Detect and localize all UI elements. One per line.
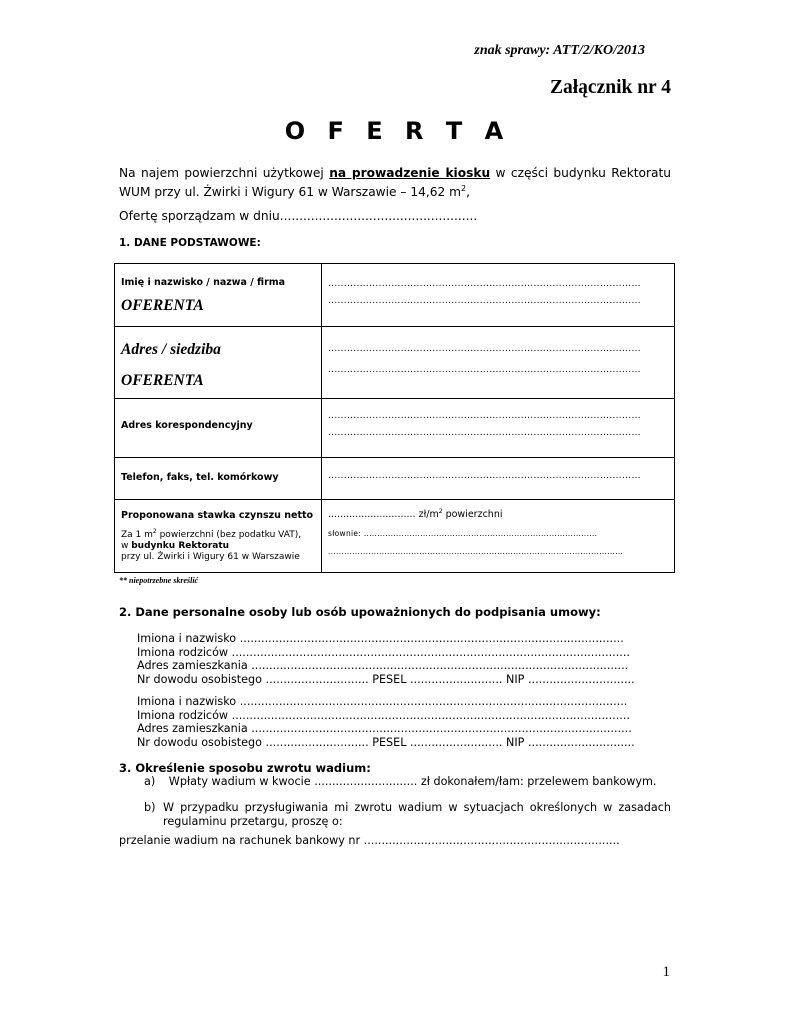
item-b-marker: b) — [144, 801, 156, 814]
bank-account-line[interactable]: przelanie wadium na rachunek bankowy nr ........................................................................ — [119, 834, 620, 847]
name-value-cell[interactable] — [322, 264, 675, 327]
rate-value-prefix: ............................. zł/m — [328, 509, 439, 521]
rate-value-sup: 2 — [438, 508, 443, 515]
annex-number: Załącznik nr 4 — [550, 77, 671, 98]
address-label-offerer: OFERENTA — [121, 372, 204, 389]
rate-note-3: przy ul. Żwirki i Wigury 61 w Warszawie — [121, 552, 300, 562]
address-label: Adres / siedziba — [121, 341, 221, 358]
section1-heading: 1. DANE PODSTAWOWE: — [119, 237, 261, 249]
offer-date-field[interactable]: Ofertę sporządzam w dniu................................................... — [119, 209, 478, 223]
rate-note-2a: w — [121, 541, 132, 551]
person1-address-line[interactable]: Adres zamieszkania .......................................................................................................... — [137, 659, 629, 673]
phone-line[interactable]: ................................................................................................... — [328, 471, 641, 481]
correspondence-line-2[interactable]: ................................................................................................... — [328, 428, 641, 438]
rate-note-sup: 2 — [152, 528, 157, 535]
section3-heading: 3. Określenie sposobu zwrotu wadium: — [119, 761, 371, 775]
section2-heading: 2. Dane personalne osoby lub osób upoważnionych do podpisania umowy: — [119, 605, 601, 619]
name-line-2[interactable]: ................................................................................................... — [328, 296, 641, 306]
rate-label: Proponowana stawka czynszu netto — [121, 510, 314, 521]
rate-note-2b: budynku Rektoratu — [131, 541, 230, 551]
rate-value-line[interactable] — [328, 508, 674, 520]
rate-words-line[interactable]: słownie: ....................................................................................... — [328, 529, 598, 539]
item-a-text[interactable]: Wpłaty wadium w kwocie ............................. zł dokonałem/łam: przelewem bankowym. — [168, 775, 657, 788]
page-title: O F E R T A — [284, 117, 511, 145]
intro-text-before: Na najem powierzchni użytkowej — [119, 166, 330, 180]
case-reference: znak sprawy: ATT/2/KO/2013 — [474, 43, 645, 58]
correspondence-line-1[interactable]: ................................................................................................... — [328, 411, 641, 421]
correspondence-label: Adres korespondencyjny — [121, 420, 253, 431]
name-label: Imię i nazwisko / nazwa / firma — [121, 277, 286, 288]
rate-value-suffix: powierzchni — [442, 509, 503, 521]
person2-names-line[interactable]: Imiona i nazwisko ............................................................................................................. — [137, 695, 628, 708]
intro-paragraph — [119, 165, 671, 200]
correspondence-value-cell[interactable] — [322, 399, 675, 458]
person2-parents-line[interactable]: Imiona rodziców ................................................................................................................ — [137, 708, 630, 722]
intro-text-after: w części budynku Rektoratu WUM przy ul. Żwirki i Wigury 61 w Warszawie – 14,62 m — [119, 166, 671, 200]
intro-sup: 2 — [461, 184, 467, 193]
page-number: 1 — [662, 964, 670, 980]
address-value-cell[interactable] — [322, 327, 675, 399]
person1-parents-line[interactable]: Imiona rodziców ................................................................................................................ — [137, 645, 630, 659]
basic-data-table — [114, 263, 675, 573]
item-b-text: W przypadku przysługiwania mi zwrotu wadium w sytuacjach określonych w zasadach regulaminu przetargu, proszę o: — [163, 801, 671, 828]
rate-note — [121, 526, 321, 563]
address-line-1[interactable]: ................................................................................................... — [328, 344, 641, 354]
intro-end: , — [466, 185, 470, 200]
item-a-marker: a) — [144, 775, 156, 788]
item-b — [144, 801, 671, 828]
person-block-1 — [137, 632, 635, 686]
name-label-cell — [115, 264, 322, 327]
phone-label: Telefon, faks, tel. komórkowy — [121, 472, 279, 483]
name-label-offerer: OFERENTA — [121, 297, 204, 314]
person2-id-line[interactable]: Nr dowodu osobistego ............................. PESEL .......................... NIP .............................. — [137, 735, 635, 749]
footnote: ** niepotrzebne skreślić — [119, 576, 199, 585]
correspondence-label-cell — [115, 399, 322, 458]
address-label-cell — [115, 327, 322, 399]
phone-label-cell — [115, 458, 322, 500]
phone-value-cell[interactable] — [322, 458, 675, 500]
person-block-2 — [137, 695, 635, 749]
name-line-1[interactable]: ................................................................................................... — [328, 279, 641, 289]
rate-label-cell — [115, 500, 322, 573]
intro-emphasis: na prowadzenie kiosku — [329, 166, 491, 180]
rate-note-1a: Za 1 m — [121, 530, 153, 540]
person1-names-line[interactable]: Imiona i nazwisko ............................................................................................................ — [137, 632, 624, 645]
rate-extra-line[interactable]: .............................................................................................................. — [328, 547, 624, 557]
person1-id-line[interactable]: Nr dowodu osobistego ............................. PESEL .......................... NIP .............................. — [137, 672, 635, 686]
rate-note-1b: powierzchni (bez podatku VAT), — [156, 530, 302, 540]
rate-value-cell[interactable] — [322, 500, 675, 573]
item-a — [144, 775, 656, 789]
address-line-2[interactable]: ................................................................................................... — [328, 365, 641, 375]
person2-address-line[interactable]: Adres zamieszkania ........................................................................................................... — [137, 722, 632, 736]
